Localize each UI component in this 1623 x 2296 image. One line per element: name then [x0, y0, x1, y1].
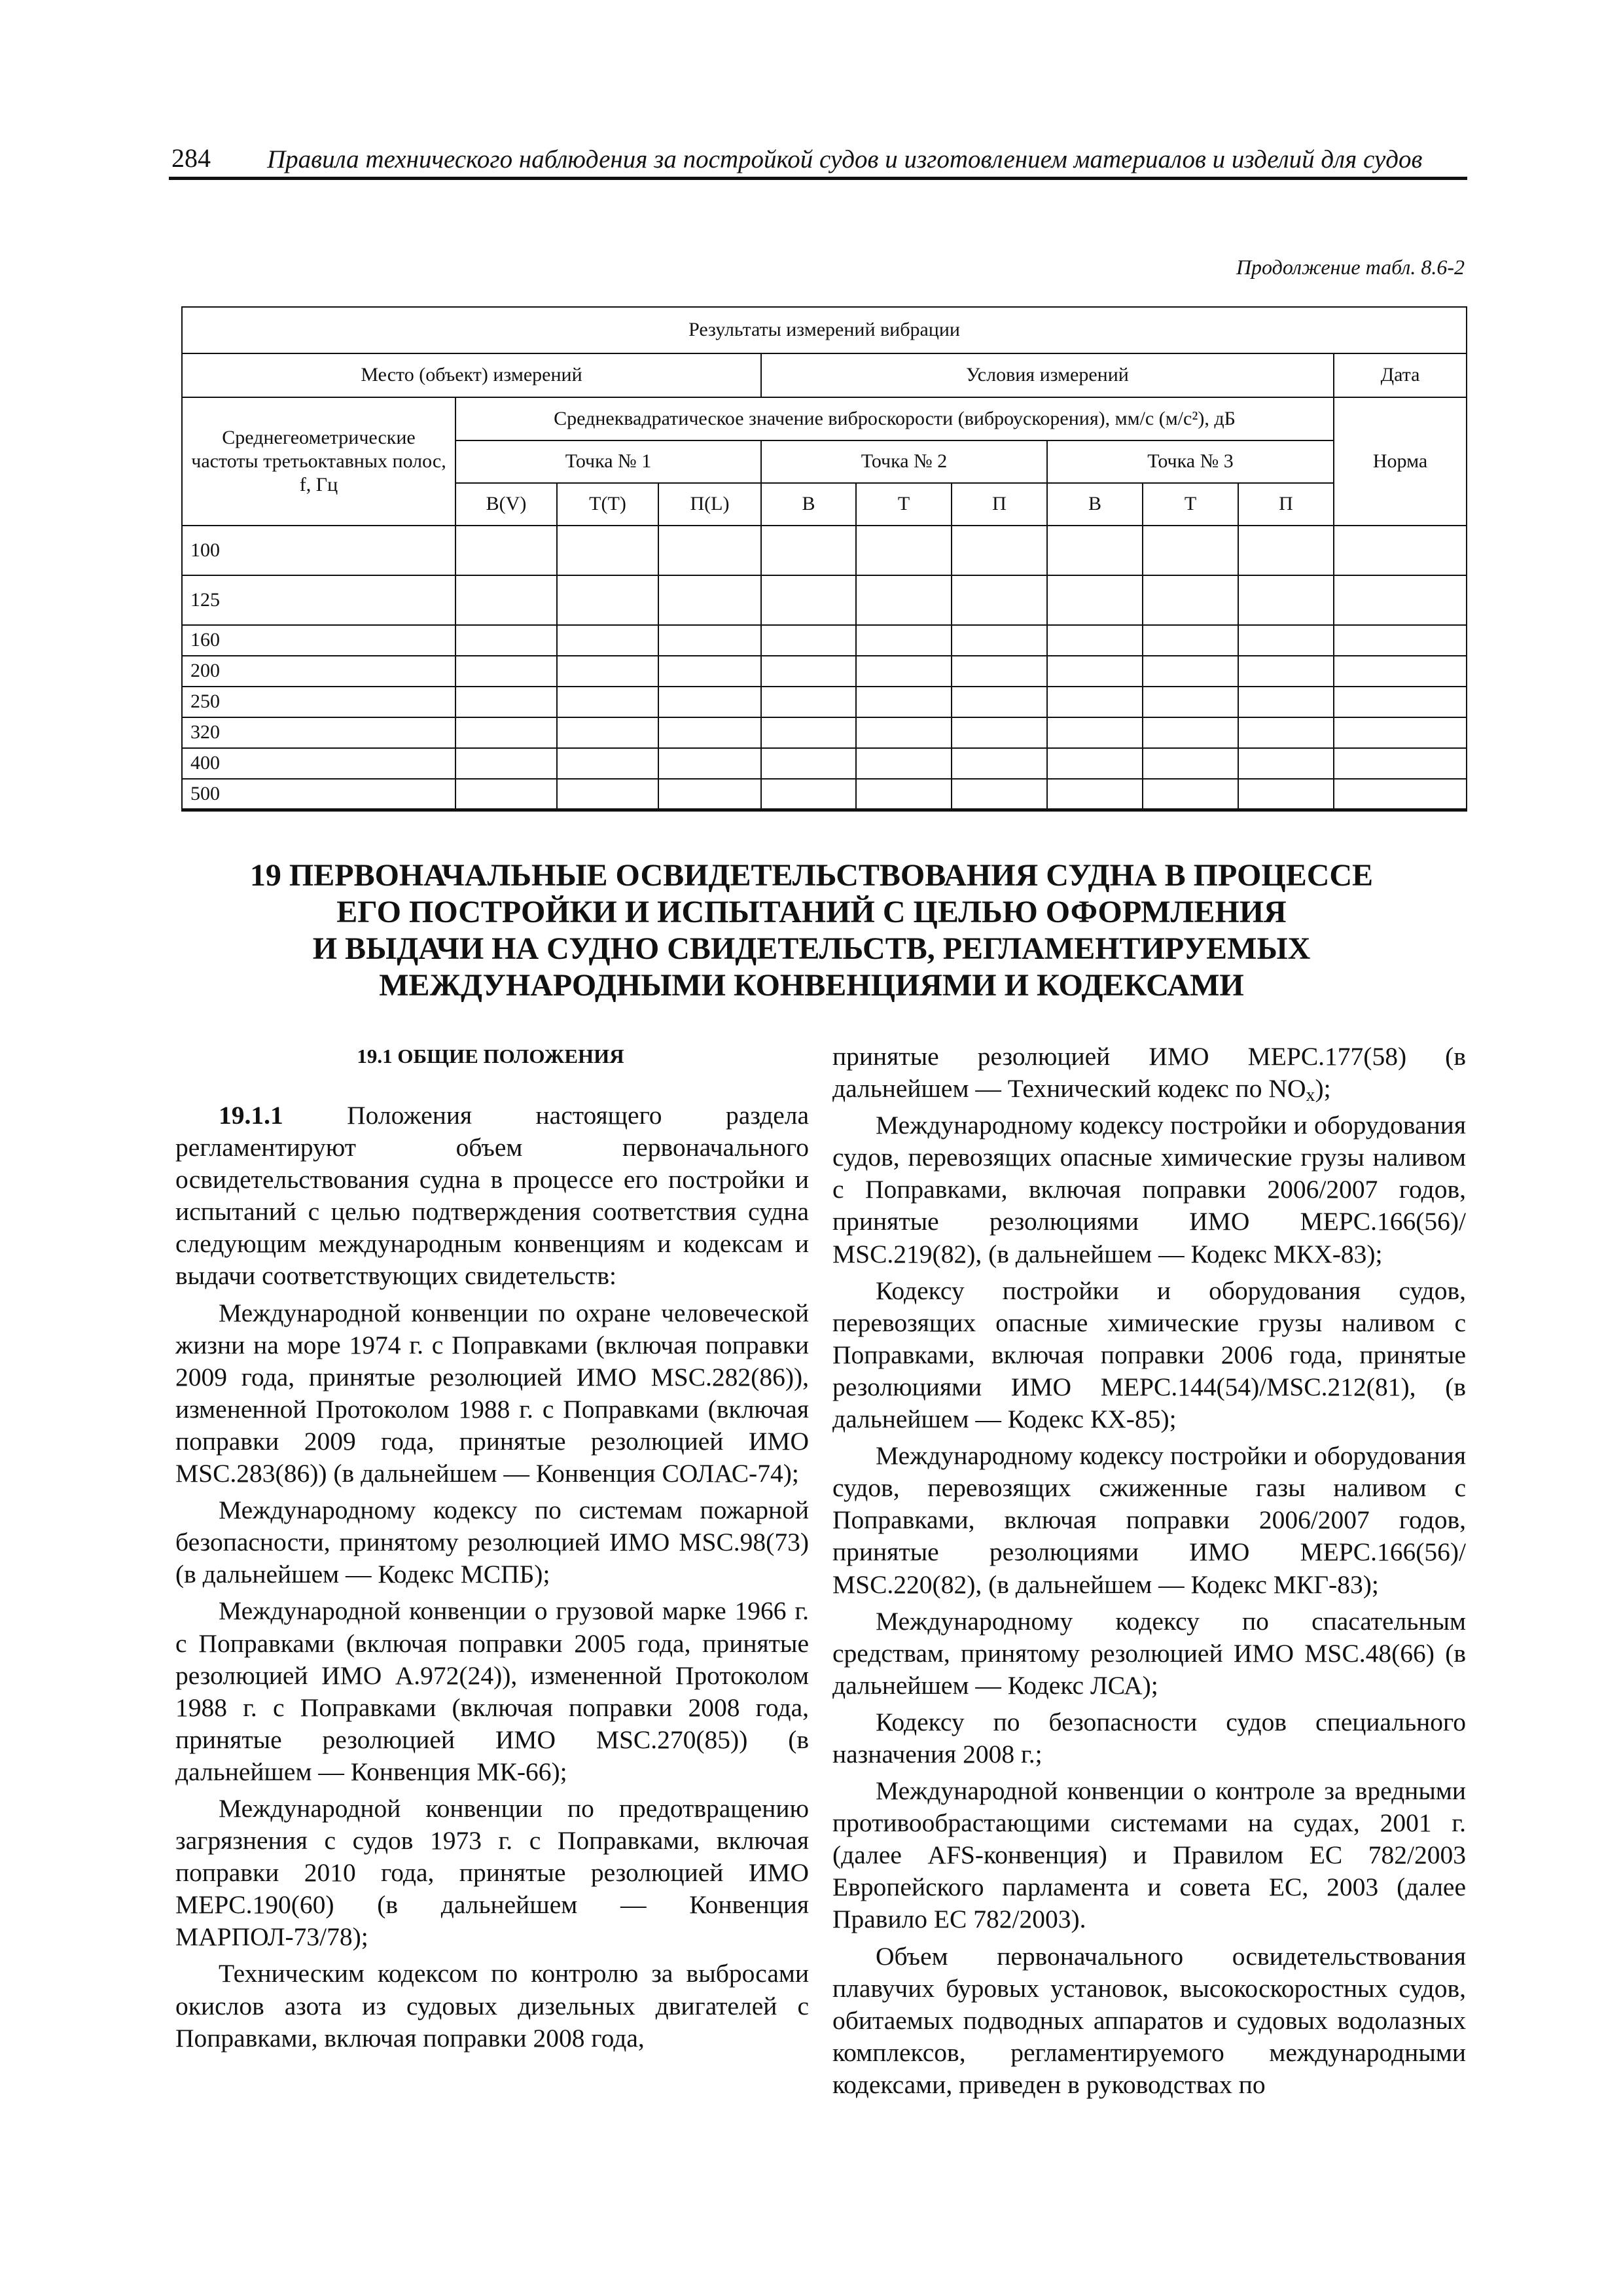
value-cell: [455, 526, 557, 575]
col-place-header: Место (объект) измерений: [182, 353, 761, 397]
value-cell: [1047, 575, 1143, 625]
value-cell: [658, 748, 761, 779]
clause-number: 19.1.1: [219, 1101, 283, 1130]
measurement-point-header: Точка № 1: [455, 440, 761, 483]
value-cell: [952, 717, 1047, 748]
axis-header: T: [856, 483, 952, 526]
value-cell: [1238, 779, 1334, 810]
axis-header: П(L): [658, 483, 761, 526]
value-cell: [856, 748, 952, 779]
value-cell: [761, 625, 856, 656]
value-cell: [557, 717, 658, 748]
subscript: x: [1306, 1085, 1315, 1106]
right-column: [832, 1041, 1466, 2106]
value-cell: [1047, 526, 1143, 575]
col-date-header: Дата: [1334, 353, 1467, 397]
value-cell: [658, 656, 761, 687]
frequency-cell: 250: [182, 687, 455, 717]
value-cell: [658, 575, 761, 625]
value-cell: [952, 748, 1047, 779]
value-cell: [856, 779, 952, 810]
freq-header-text: Среднегеометрические частоты третьоктавных полос, f, Гц: [191, 427, 446, 495]
value-cell: [952, 625, 1047, 656]
paragraph-tail: );: [1315, 1074, 1331, 1103]
section-heading-line: И ВЫДАЧИ НА СУДНО СВИДЕТЕЛЬСТВ, РЕГЛАМЕНТИРУЕМЫХ: [312, 931, 1311, 966]
value-cell: [1334, 625, 1467, 656]
value-cell: [658, 779, 761, 810]
table-row: [182, 687, 1467, 717]
value-cell: [1334, 526, 1467, 575]
value-cell: [761, 748, 856, 779]
value-cell: [761, 717, 856, 748]
axis-header: П: [1238, 483, 1334, 526]
value-cell: [1334, 656, 1467, 687]
paragraph: Международному кодексу по системам пожарной безопасности, принятому резолюцией ИМО MSC.98(73) (в дальнейшем — Кодекс МСПБ);: [175, 1496, 809, 1589]
value-cell: [658, 526, 761, 575]
value-cell: [455, 656, 557, 687]
axis-header: T(T): [557, 483, 658, 526]
paragraph: Международной конвенции о грузовой марке 1966 г. с Поправками (включая поправки 2005 года, принятые резолюцией ИМО A.972(24)), измененной Протоколом 1988 г. с Поправками (включая поправки 2008 года, принятые резолюцией ИМО MSC.270(85)) (в дальнейшем — Конвенция МК-66);: [175, 1596, 809, 1786]
value-cell: [1334, 717, 1467, 748]
value-cell: [761, 526, 856, 575]
table-row: [182, 526, 1467, 575]
value-cell: [658, 717, 761, 748]
value-cell: [455, 625, 557, 656]
value-cell: [856, 687, 952, 717]
norm-header: Норма: [1334, 397, 1467, 526]
value-cell: [1143, 687, 1238, 717]
value-cell: [557, 575, 658, 625]
value-cell: [1238, 656, 1334, 687]
value-cell: [557, 656, 658, 687]
value-cell: [761, 656, 856, 687]
value-cell: [1143, 656, 1238, 687]
value-cell: [952, 656, 1047, 687]
value-cell: [1238, 625, 1334, 656]
freq-header: [182, 397, 455, 526]
table-caption: Продолжение табл. 8.6-2: [1236, 255, 1465, 279]
vibration-table: [181, 306, 1467, 812]
measurement-point-header: Точка № 2: [761, 440, 1047, 483]
value-cell: [1143, 526, 1238, 575]
value-cell: [856, 656, 952, 687]
col-conditions-header: Условия измерений: [761, 353, 1334, 397]
value-cell: [557, 687, 658, 717]
frequency-cell: 100: [182, 526, 455, 575]
value-cell: [761, 575, 856, 625]
value-cell: [1047, 625, 1143, 656]
value-cell: [658, 625, 761, 656]
value-cell: [455, 779, 557, 810]
frequency-cell: 500: [182, 779, 455, 810]
paragraph: [175, 1100, 809, 1293]
value-cell: [1238, 748, 1334, 779]
paragraph: Кодексу постройки и оборудования судов, перевозящих опасные химические грузы наливом с Поправками, включая поправки 2006 года, принятые резолюциями ИМО MEPC.144(54)/MSC.212(81), (в дальнейшем — Кодекс КХ-85);: [832, 1276, 1466, 1434]
value-cell: [1047, 687, 1143, 717]
section-heading-line: ЕГО ПОСТРОЙКИ И ИСПЫТАНИЙ С ЦЕЛЬЮ ОФОРМЛЕНИЯ: [336, 895, 1287, 929]
frequency-cell: 400: [182, 748, 455, 779]
value-cell: [557, 625, 658, 656]
value-cell: [1238, 526, 1334, 575]
paragraph: Международному кодексу постройки и оборудования судов, перевозящих опасные химические грузы наливом с Поправками, включая поправки 2006/2007 годов, принятые резолюциями ИМО MEPC.166(56)/ MSC.219(82), (в дальнейшем — Кодекс МКХ-83);: [832, 1111, 1466, 1268]
axis-header: B: [1047, 483, 1143, 526]
table-row: [182, 779, 1467, 810]
section-heading-line: 19 ПЕРВОНАЧАЛЬНЫЕ ОСВИДЕТЕЛЬСТВОВАНИЯ СУДНА В ПРОЦЕССЕ: [249, 858, 1374, 893]
running-title: Правила технического наблюдения за постройкой судов и изготовлением материалов и изделий для судов: [267, 145, 1423, 173]
value-cell: [1334, 575, 1467, 625]
value-cell: [455, 575, 557, 625]
rms-header: Среднеквадратическое значение виброскорости (виброускорения), мм/с (м/с²), дБ: [455, 397, 1334, 440]
value-cell: [455, 717, 557, 748]
page-number: 284: [171, 143, 211, 173]
value-cell: [952, 779, 1047, 810]
axis-header: П: [952, 483, 1047, 526]
frequency-cell: 320: [182, 717, 455, 748]
value-cell: [1047, 717, 1143, 748]
value-cell: [856, 625, 952, 656]
paragraph-text: принятые резолюцией ИМО MEPC.177(58) (в дальнейшем — Технический кодекс по NO: [832, 1042, 1466, 1103]
axis-header: T: [1143, 483, 1238, 526]
value-cell: [856, 717, 952, 748]
frequency-cell: 125: [182, 575, 455, 625]
paragraph: Международной конвенции о контроле за вредными противообрастающими системами на судах, 2001 г. (далее AFS-конвенция) и Правилом ЕС 782/2003 Европейского парламента и совета ЕС, 2003 (далее Правило ЕС 782/2003).: [832, 1776, 1466, 1934]
value-cell: [761, 779, 856, 810]
value-cell: [761, 687, 856, 717]
value-cell: [952, 526, 1047, 575]
value-cell: [1047, 748, 1143, 779]
value-cell: [1143, 717, 1238, 748]
paragraph: [832, 1041, 1466, 1105]
subsection-heading: 19.1 ОБЩИЕ ПОЛОЖЕНИЯ: [357, 1045, 624, 1067]
paragraph: Объем первоначального освидетельствования плавучих буровых установок, высокоскоростных судов, обитаемых подводных аппаратов и судовых водолазных комплексов, регламентируемого международными кодексами, приведен в руководствах по: [832, 1941, 1466, 2099]
axis-header: B: [761, 483, 856, 526]
table-row: [182, 575, 1467, 625]
value-cell: [1334, 687, 1467, 717]
value-cell: [455, 687, 557, 717]
value-cell: [658, 687, 761, 717]
value-cell: [1143, 625, 1238, 656]
value-cell: [1143, 748, 1238, 779]
table-row: [182, 717, 1467, 748]
value-cell: [557, 748, 658, 779]
value-cell: [1238, 575, 1334, 625]
value-cell: [1047, 656, 1143, 687]
frequency-cell: 160: [182, 625, 455, 656]
paragraph: Международной конвенции по охране человеческой жизни на море 1974 г. с Поправками (включая поправки 2009 года, принятые резолюцией ИМО MSC.282(86)), измененной Протоколом 1988 г. с Поправками (включая поправки 2009 года, принятые резолюцией ИМО MSC.283(86)) (в дальнейшем — Конвенция СОЛАС-74);: [175, 1298, 809, 1488]
frequency-cell: 200: [182, 656, 455, 687]
paragraph: Международному кодексу постройки и оборудования судов, перевозящих сжиженные газы наливом с Поправками, включая поправки 2006/2007 годов, принятые резолюциями ИМО MEPC.166(56)/ MSC.220(82), (в дальнейшем — Кодекс МКГ-83);: [832, 1441, 1466, 1599]
value-cell: [856, 526, 952, 575]
paragraph: Кодексу по безопасности судов специального назначения 2008 г.;: [832, 1707, 1466, 1768]
value-cell: [1238, 717, 1334, 748]
left-column: [175, 1100, 809, 2059]
value-cell: [1238, 687, 1334, 717]
header-rule: [169, 177, 1467, 180]
paragraph: Техническим кодексом по контролю за выбросами окислов азота из судовых дизельных двигателей с Поправками, включая поправки 2008 года,: [175, 1959, 809, 2053]
value-cell: [557, 526, 658, 575]
value-cell: [455, 748, 557, 779]
value-cell: [1143, 779, 1238, 810]
paragraph-text: Положения настоящего раздела регламентируют объем первоначального освидетельствования судна в процессе его постройки и испытаний с целью подтверждения соответствия судна следующим международным конвенциям и кодексам и выдачи соответствующих свидетельств:: [175, 1101, 809, 1291]
value-cell: [1143, 575, 1238, 625]
table-row: [182, 656, 1467, 687]
measurement-point-header: Точка № 3: [1047, 440, 1334, 483]
table-row: [182, 748, 1467, 779]
value-cell: [856, 575, 952, 625]
paragraph: Международной конвенции по предотвращению загрязнения с судов 1973 г. с Поправками, включая поправки 2010 года, принятые резолюцией ИМО MEPC.190(60) (в дальнейшем — Конвенция МАРПОЛ-73/78);: [175, 1793, 809, 1952]
value-cell: [952, 575, 1047, 625]
value-cell: [557, 779, 658, 810]
table-row: [182, 625, 1467, 656]
value-cell: [1047, 779, 1143, 810]
axis-header: B(V): [455, 483, 557, 526]
value-cell: [952, 687, 1047, 717]
table-title: Результаты измерений вибрации: [182, 307, 1467, 353]
paragraph: Международному кодексу по спасательным средствам, принятому резолюцией ИМО MSC.48(66) (в дальнейшем — Кодекс ЛСА);: [832, 1606, 1466, 1700]
section-heading: [183, 857, 1440, 1004]
value-cell: [1334, 748, 1467, 779]
section-heading-line: МЕЖДУНАРОДНЫМИ КОНВЕНЦИЯМИ И КОДЕКСАМИ: [379, 968, 1244, 1003]
value-cell: [1334, 779, 1467, 810]
